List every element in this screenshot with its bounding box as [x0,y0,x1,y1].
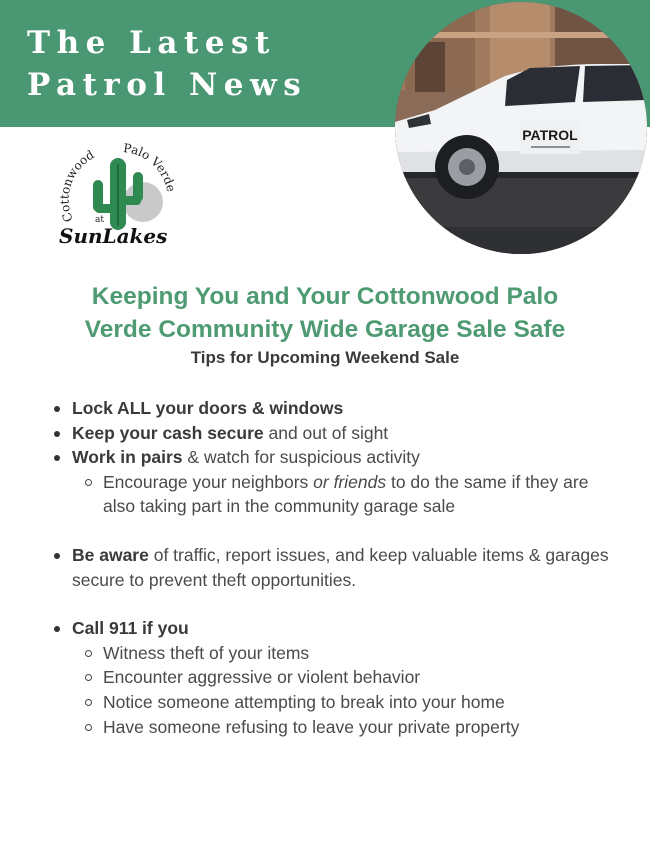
car-door-text: PATROL [522,127,578,143]
tips-list [50,396,620,739]
tip-text: & watch for suspicious activity [182,447,420,468]
subtip-encourage-neighbors [72,470,620,519]
subtips-list [72,641,620,739]
tip-lock-doors [50,396,620,421]
headline-line-1: Keeping You and Your Cottonwood Palo [91,283,559,310]
page-title [27,22,307,106]
patrol-car-photo [395,2,647,254]
headline-line-2: Verde Community Wide Garage Sale Safe [84,316,566,343]
tip-be-aware [50,543,620,592]
subtitle: Tips for Upcoming Weekend Sale [190,348,460,367]
logo-brand: SunLakes [59,224,168,248]
cactus-logo-icon [55,140,190,250]
tip-call-911 [50,616,620,739]
tip-cash-secure [50,421,620,446]
patrol-car-image [395,2,647,254]
svg-text:Cottonwood [58,147,97,223]
logo-arc-left: Cottonwood [57,147,97,224]
page-title-line-1: The Latest [27,25,276,61]
tip-bold: Work in pairs [72,447,183,468]
subtips-list [72,470,620,519]
tip-text: and out of sight [263,422,389,443]
subtip-aggressive-behavior: Encounter aggressive or violent behavior [72,665,620,690]
tip-bold: Call 911 if you [72,618,189,639]
tip-bold: Be aware [72,544,149,565]
headline [0,280,650,346]
subtip-refusing-to-leave: Have someone refusing to leave your private property [72,715,620,740]
subtip-text: to do the same if they are also taking part in the community garage sale [103,471,589,517]
subtip-witness-theft: Witness theft of your items [72,641,620,666]
tip-text: of traffic, report issues, and keep valuable items & garages secure to prevent theft opportunities. [72,544,609,590]
subtip-text: Encourage your neighbors [103,471,314,492]
page-title-line-2: Patrol News [27,67,308,103]
tip-bold: Keep your cash secure [72,422,264,443]
logo-arc-right: Palo Verde [122,140,179,194]
logo-at: at [95,215,104,225]
community-logo [55,140,190,250]
subtip-break-in: Notice someone attempting to break into your home [72,690,620,715]
tip-work-in-pairs [50,445,620,519]
tip-bold: Lock ALL your doors & windows [72,398,344,418]
subtip-italic: or friends [313,471,387,492]
